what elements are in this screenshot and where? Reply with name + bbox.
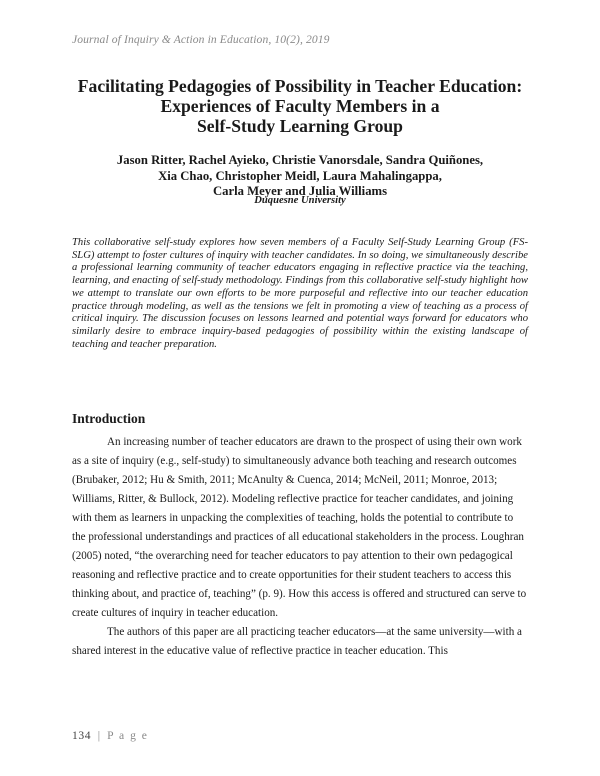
author-list [40,153,560,200]
paragraph: An increasing number of teacher educators are drawn to the prospect of using their own work as a site of inquiry (e.g., self-study) to simultaneously advance both teaching and research outcomes (Brubaker, 2012; Hu & Smith, 2011; McAnulty & Cuenca, 2014; McNeil, 2011; Monroe, 2013; Williams, Ritter, & Bullock, 2012). Modeling reflective practice for teacher candidates, and joining with them as learners in unpacking the complexities of teaching, holds the potential to contribute to the professional understandings and practices of all educational stakeholders in the process. Loughran (2005) noted, “the overarching need for teacher educators to pay attention to their own pedagogical reasoning and reflective practice and to create opportunities for their student teachers to access this thinking about, and practice of, teaching” (p. 9). How this access is offered and structured can serve to create cultures of inquiry in teacher education. [72,436,527,619]
page-footer [72,729,148,742]
footer-separator: | [97,729,101,742]
section-heading-introduction: Introduction [72,411,146,426]
page-number: 134 [72,729,92,742]
title-line: Facilitating Pedagogies of Possibility in Teacher Education: [77,76,523,96]
page-label: P a g e [107,729,149,742]
abstract: This collaborative self-study explores how seven members of a Faculty Self-Study Learning Group (FS-SLG) attempt to foster cultures of inquiry with teacher candidates. In so doing, we simultaneously describe a professional learning community of teacher educators engaging in reflective practice via the teaching, learning, and enacting of self-study methodology. Findings from this collaborative self-study highlight how we attempt to translate our own efforts to be more purposeful and reflective into our teacher education practice through modeling, as well as the tensions we felt in promoting a view of teaching as a process of critical inquiry. The discussion focuses on lessons learned and potential ways forward for educators who similarly desire to embrace inquiry-based pedagogies of possibility within the existing landscape of teaching and teacher preparation. [72,237,528,350]
affiliation: Duquesne University [254,195,346,206]
author-line: Carla Meyer and Julia Williams [212,184,388,198]
title-line: Self-Study Learning Group [197,116,403,136]
paragraph: The authors of this paper are all practicing teacher educators—at the same university—with a shared interest in the educative value of reflective practice in teacher education. This [72,626,522,657]
article-title [40,76,560,136]
title-line: Experiences of Faculty Members in a [160,96,440,116]
author-line: Xia Chao, Christopher Meidl, Laura Mahalingappa, [158,168,442,183]
author-line: Jason Ritter, Rachel Ayieko, Christie Vanorsdale, Sandra Quiñones, [116,153,484,167]
running-head: Journal of Inquiry & Action in Education, 10(2), 2019 [72,33,330,46]
body-text [72,433,528,661]
